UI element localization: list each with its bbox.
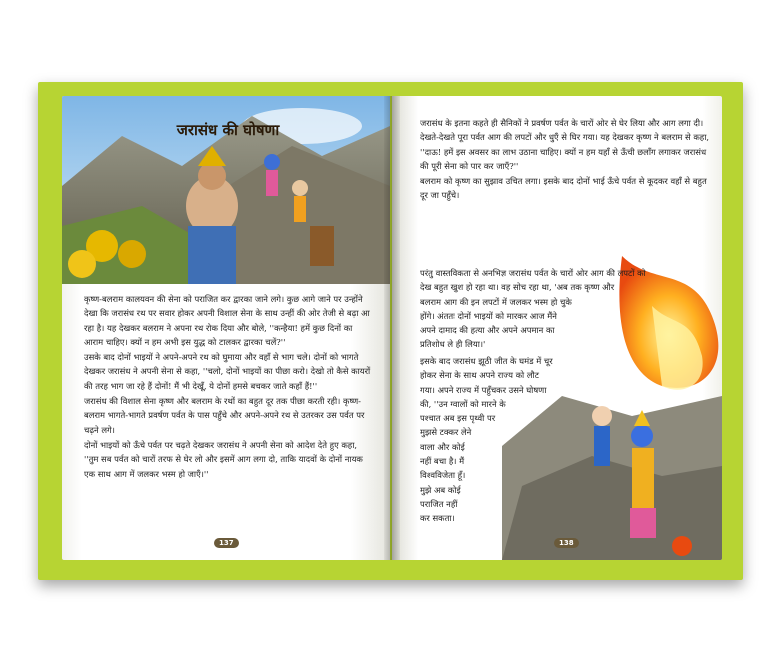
paragraph: दोनों भाइयों को ऊँचे पर्वत पर चढ़ते देखकर जरासंध ने अपनी सेना को आदेश देते हुए कहा, ''तुम सब पर्वत को चारों तरफ से घेर लो और इसमें आग लगा दो, ताकि यादवों के दोनों नायक एक साथ आग में जलकर भस्म हो जाएँ।'' — [84, 439, 363, 479]
book-gutter — [384, 96, 400, 560]
paragraph: उसके बाद दोनों भाइयों ने अपने-अपने रथ को घुमाया और वहाँ से भाग चले। दोनों को भागते देखकर जरासंध ने अपनी सेना से कहा, ''चलो, दोनों भाइयों का पीछा करो। देखो तो कैसे कायरों की तरह भाग जा रहे हैं दोनों! मैं भी देखूँ, ये दोनों हमसे बचकर जाते कहाँ हैं!'' — [84, 352, 371, 391]
page-number: 138 — [554, 538, 579, 548]
text-line: बलराम आग की इन लपटों में जलकर भस्म हो चुके — [420, 296, 572, 307]
text-line: कर सकता। — [420, 513, 455, 524]
text-line: की, ''उन ग्वालों को मारने के — [420, 398, 506, 409]
right-page-text-bottom — [420, 354, 620, 526]
text-line: परंतु वास्तविकता से अनभिज्ञ जरासंध पर्वत के चारों ओर आग की लपटों को — [420, 268, 646, 278]
paragraph: कृष्ण-बलराम कालयवन की सेना को पराजित कर द्वारका जाने लगे। कुछ आगे जाने पर उन्होंने देखा कि जरासंध रथ पर सवार होकर अपनी विशाल सेना के साथ उन्हीं की ओर तेजी से बढ़ा आ रहा है। यह देखकर बलराम ने अपना रथ रोक दिया और बोले, ''कन्हैया! हमें कुछ दिनों का आराम चाहिए। क्यों न हम अभी इस युद्ध को टालकर द्वारका चलें?'' — [84, 294, 370, 347]
left-page-text — [84, 292, 374, 482]
paragraph: जरासंध के इतना कहते ही सैनिकों ने प्रवर्षण पर्वत के चारों ओर से घेर लिया और आग लगा दी। देखते-देखते पूरा पर्वत आग की लपटों और धुएँ से घिर गया। यह देखकर कृष्ण ने बलराम से कहा, ''दाऊ! हमें इस अवसर का लाभ उठाना चाहिए। क्यों न हम यहाँ से ऊँची छलाँग लगाकर जरासंध की पूरी सेना को पार कर जाएँ?'' — [420, 118, 710, 171]
page-number: 137 — [214, 538, 239, 548]
right-page-text-mid — [420, 266, 712, 352]
text-line: होंगे। अंततः दोनों भाइयों को मारकर आज मैंने — [420, 310, 557, 321]
text-line: गया। अपने राज्य में पहुँचकर उसने घोषणा — [420, 384, 547, 395]
text-line: होकर सेना के साथ अपने राज्य को लौट — [420, 370, 539, 381]
text-line: पश्चात अब इस पृथ्वी पर — [420, 413, 496, 424]
right-page — [392, 96, 722, 560]
text-line: नहीं बचा है। मैं — [420, 456, 465, 467]
text-line: पराजित नहीं — [420, 498, 458, 509]
open-book — [62, 96, 722, 562]
paragraph: जरासंध की विशाल सेना कृष्ण और बलराम के रथों का बहुत दूर तक पीछा करती रही। कृष्ण-बलराम भागते-भागते प्रवर्षण पर्वत के पास पहुँचे और अपने-अपने रथ से उतरकर उस पर्वत पर चढ़ने लगे। — [84, 396, 365, 435]
text-line: देख बहुत खुश हो रहा था। वह सोच रहा था, 'अब तक कृष्ण और — [420, 282, 615, 293]
text-line: प्रतिशोध ले ही लिया।' — [420, 339, 486, 350]
left-page — [62, 96, 390, 560]
text-line: इसके बाद जरासंध झूठी जीत के घमंड में चूर — [420, 356, 553, 366]
text-line: मुझसे टक्कर लेने — [420, 427, 472, 438]
paragraph: बलराम को कृष्ण का सुझाव उचित लगा। इसके बाद दोनों भाई ऊँचे पर्वत से कूदकर वहाँ से बहुत दूर जा पहुँचे। — [420, 176, 707, 201]
right-page-text-top — [420, 116, 712, 204]
text-line: अपने दामाद की हत्या और अपने अपमान का — [420, 325, 555, 336]
text-line: विश्वविजेता हूँ। — [420, 470, 466, 481]
text-line: मुझे अब कोई — [420, 484, 461, 495]
page-title: जरासंध की घोषणा — [176, 121, 280, 139]
text-line: वाला और कोई — [420, 441, 465, 452]
